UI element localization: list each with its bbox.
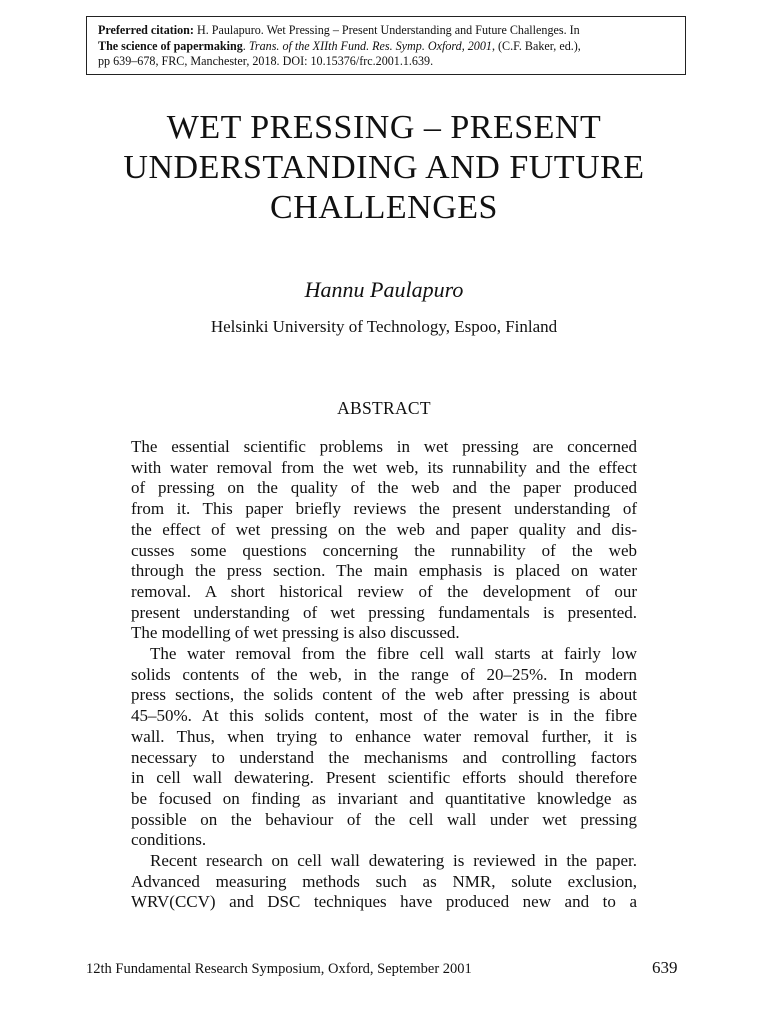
abstract-line: the effect of wet pressing on the web and paper quality and dis- [131, 519, 637, 539]
abstract-line: WRV(CCV) and DSC techniques have produced new and to a [131, 892, 637, 912]
paper-title [60, 108, 708, 228]
title-line: UNDERSTANDING AND FUTURE [123, 149, 645, 186]
abstract-line: wall. Thus, when trying to enhance water removal further, it is [131, 726, 637, 746]
abstract-line: in cell wall dewatering. Present scientific efforts should therefore [131, 768, 637, 788]
abstract-line: necessary to understand the mechanisms and controlling factors [131, 747, 637, 767]
abstract-line: with water removal from the wet web, its runnability and the effect [131, 457, 637, 477]
abstract-line: from it. This paper briefly reviews the present understanding of [131, 499, 637, 519]
page-number: 639 [652, 958, 678, 977]
citation-line-3: pp 639–678, FRC, Manchester, 2018. DOI: 10.15376/frc.2001.1.639. [98, 54, 434, 68]
citation-book: The science of papermaking [98, 38, 243, 53]
title-line: CHALLENGES [270, 189, 498, 226]
footer-symposium: 12th Fundamental Research Symposium, Oxford, September 2001 [86, 961, 472, 977]
abstract-line: cusses some questions concerning the runnability of the web [131, 540, 637, 560]
citation-label: Preferred citation: [98, 23, 194, 37]
citation-line-2 [98, 39, 678, 55]
citation-editor: , (C.F. Baker, ed.), [491, 38, 581, 53]
abstract-line: present understanding of wet pressing fundamentals is presented. [131, 602, 637, 622]
abstract-line: possible on the behaviour of the cell wall under wet pressing [131, 809, 637, 829]
abstract-line: The modelling of wet pressing is also discussed. [131, 623, 460, 643]
citation-sep: . [242, 38, 249, 53]
abstract-line: 45–50%. At this solids content, most of the water is in the fibre [131, 706, 637, 726]
abstract-heading: ABSTRACT [337, 398, 431, 418]
abstract-line: press sections, the solids content of the web after pressing is about [131, 685, 637, 705]
title-line: WET PRESSING – PRESENT [166, 109, 602, 146]
abstract-body [131, 437, 637, 913]
citation-line-1 [98, 23, 678, 39]
abstract-line: The water removal from the fibre cell wall starts at fairly low [150, 644, 637, 664]
abstract-line: be focused on finding as invariant and quantitative knowledge as [131, 788, 637, 808]
author-affiliation: Helsinki University of Technology, Espoo, Finland [210, 317, 558, 336]
author-name: Hannu Paulapuro [304, 277, 464, 302]
citation-journal: Trans. of the XIIth Fund. Res. Symp. Oxford, 2001 [248, 38, 492, 53]
citation-box [86, 16, 686, 75]
abstract-line: solids contents of the web, in the range of 20–25%. In modern [131, 664, 637, 684]
abstract-line: conditions. [131, 830, 207, 850]
abstract-line: The essential scientific problems in wet pressing are concerned [131, 437, 637, 456]
abstract-line: removal. A short historical review of the development of our [131, 581, 637, 601]
abstract-line: of pressing on the quality of the web and the paper produced [131, 478, 637, 498]
abstract-line: Advanced measuring methods such as NMR, solute exclusion, [131, 871, 637, 891]
abstract-line: through the press section. The main emphasis is placed on water [131, 561, 637, 581]
abstract-line: Recent research on cell wall dewatering is reviewed in the paper. [150, 851, 637, 871]
citation-text: H. Paulapuro. Wet Pressing – Present Understanding and Future Challenges. In [196, 23, 580, 37]
